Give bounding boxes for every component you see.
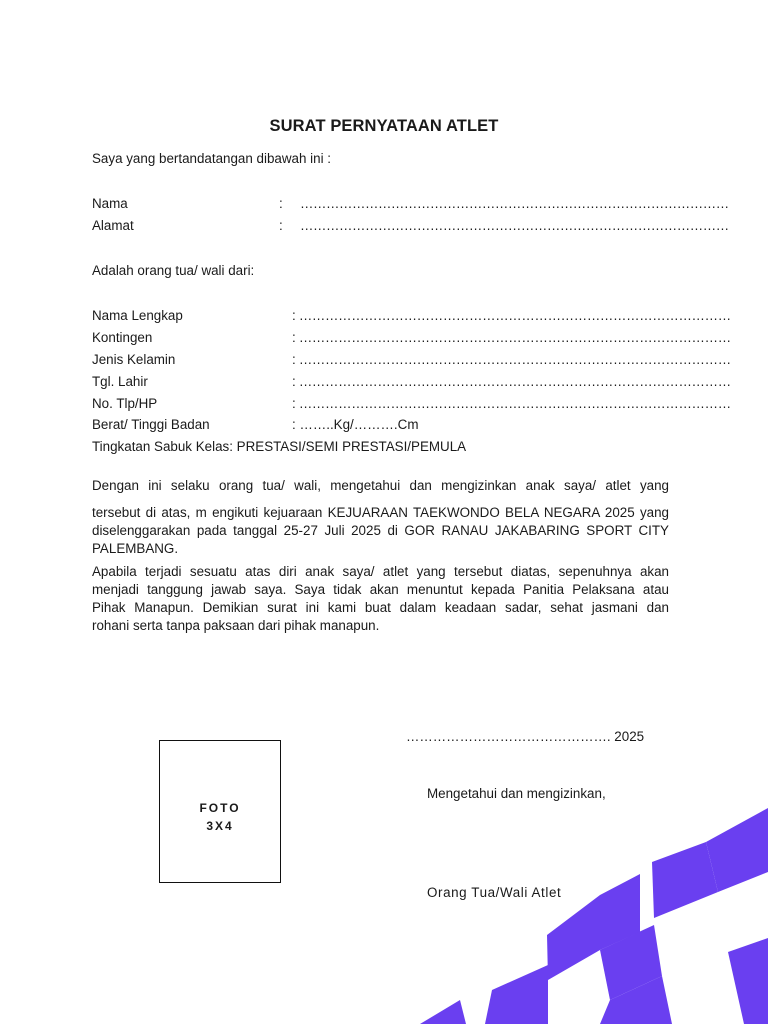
- parent-address-colon: :: [279, 218, 283, 233]
- athlete-weight-height-label: Berat/ Tinggi Badan: [92, 417, 210, 432]
- athlete-contingent-label: Kontingen: [92, 330, 153, 345]
- statement-line-4: PALEMBANG.: [92, 541, 179, 556]
- statement-line-1: Dengan ini selaku orang tua/ wali, mengetahui dan mengizinkan anak saya/ atlet yang: [92, 478, 669, 493]
- athlete-weight-height-blank: : ……..Kg/……….Cm: [292, 417, 419, 432]
- responsibility-line-3: Pihak Manapun. Demikian surat ini kami buat dalam keadaan sadar, sehat jasmani dan: [92, 600, 669, 615]
- belt-level-text: Tingkatan Sabuk Kelas: PRESTASI/SEMI PRESTASI/PEMULA: [92, 439, 467, 454]
- athlete-contingent-blank: : ………………………………………………………………………………………: [292, 330, 731, 345]
- checker-shape: [662, 952, 742, 1024]
- athlete-fullname-blank: : ………………………………………………………………………………………: [292, 308, 731, 323]
- athlete-gender-label: Jenis Kelamin: [92, 352, 176, 367]
- checker-shape: [728, 938, 768, 1024]
- athlete-birthdate-label: Tgl. Lahir: [92, 374, 148, 389]
- checker-shape: [652, 842, 718, 918]
- statement-line-3: diselenggarakan pada tanggal 25-27 Juli 2025 di GOR RANAU JAKABARING SPORT CITY: [92, 523, 669, 538]
- athlete-phone-blank: : ………………………………………………………………………………………: [292, 396, 731, 411]
- parent-name-label: Nama: [92, 196, 128, 211]
- checker-shape: [485, 965, 548, 1024]
- intro-text: Saya yang bertandatangan dibawah ini :: [92, 151, 331, 166]
- signatory-label: Orang Tua/Wali Atlet: [427, 885, 562, 900]
- parent-address-blank: ………………………………………………………………………………………: [300, 218, 729, 233]
- athlete-gender-blank: : ………………………………………………………………………………………: [292, 352, 731, 367]
- responsibility-line-2: menjadi tanggung jawab saya. Saya tidak akan menuntut kepada Panitia Pelaksana atau: [92, 582, 669, 597]
- athlete-phone-label: No. Tlp/HP: [92, 396, 158, 411]
- parent-address-label: Alamat: [92, 218, 134, 233]
- child-intro-text: Adalah orang tua/ wali dari:: [92, 263, 255, 278]
- responsibility-line-1: Apabila terjadi sesuatu atas diri anak saya/ atlet yang tersebut diatas, sepenuhnya akan: [92, 564, 669, 579]
- checker-shape: [706, 808, 768, 892]
- document-title: SURAT PERNYATAAN ATLET: [269, 117, 499, 135]
- athlete-fullname-label: Nama Lengkap: [92, 308, 183, 323]
- responsibility-line-4: rohani serta tanpa paksaan dari pihak manapun.: [92, 618, 380, 633]
- statement-line-2: tersebut di atas, m engikuti kejuaraan KEJUARAAN TAEKWONDO BELA NEGARA 2025 yang: [92, 505, 669, 520]
- parent-name-colon: :: [279, 196, 283, 211]
- approval-text: Mengetahui dan mengizinkan,: [427, 786, 606, 801]
- checker-shape: [420, 1000, 466, 1024]
- athlete-birthdate-blank: : ………………………………………………………………………………………: [292, 374, 731, 389]
- photo-label-line-2: 3X4: [206, 819, 234, 833]
- date-line: ………………………………………. 2025: [406, 729, 645, 744]
- parent-name-blank: ………………………………………………………………………………………: [300, 196, 729, 211]
- photo-label-line-1: FOTO: [199, 801, 241, 815]
